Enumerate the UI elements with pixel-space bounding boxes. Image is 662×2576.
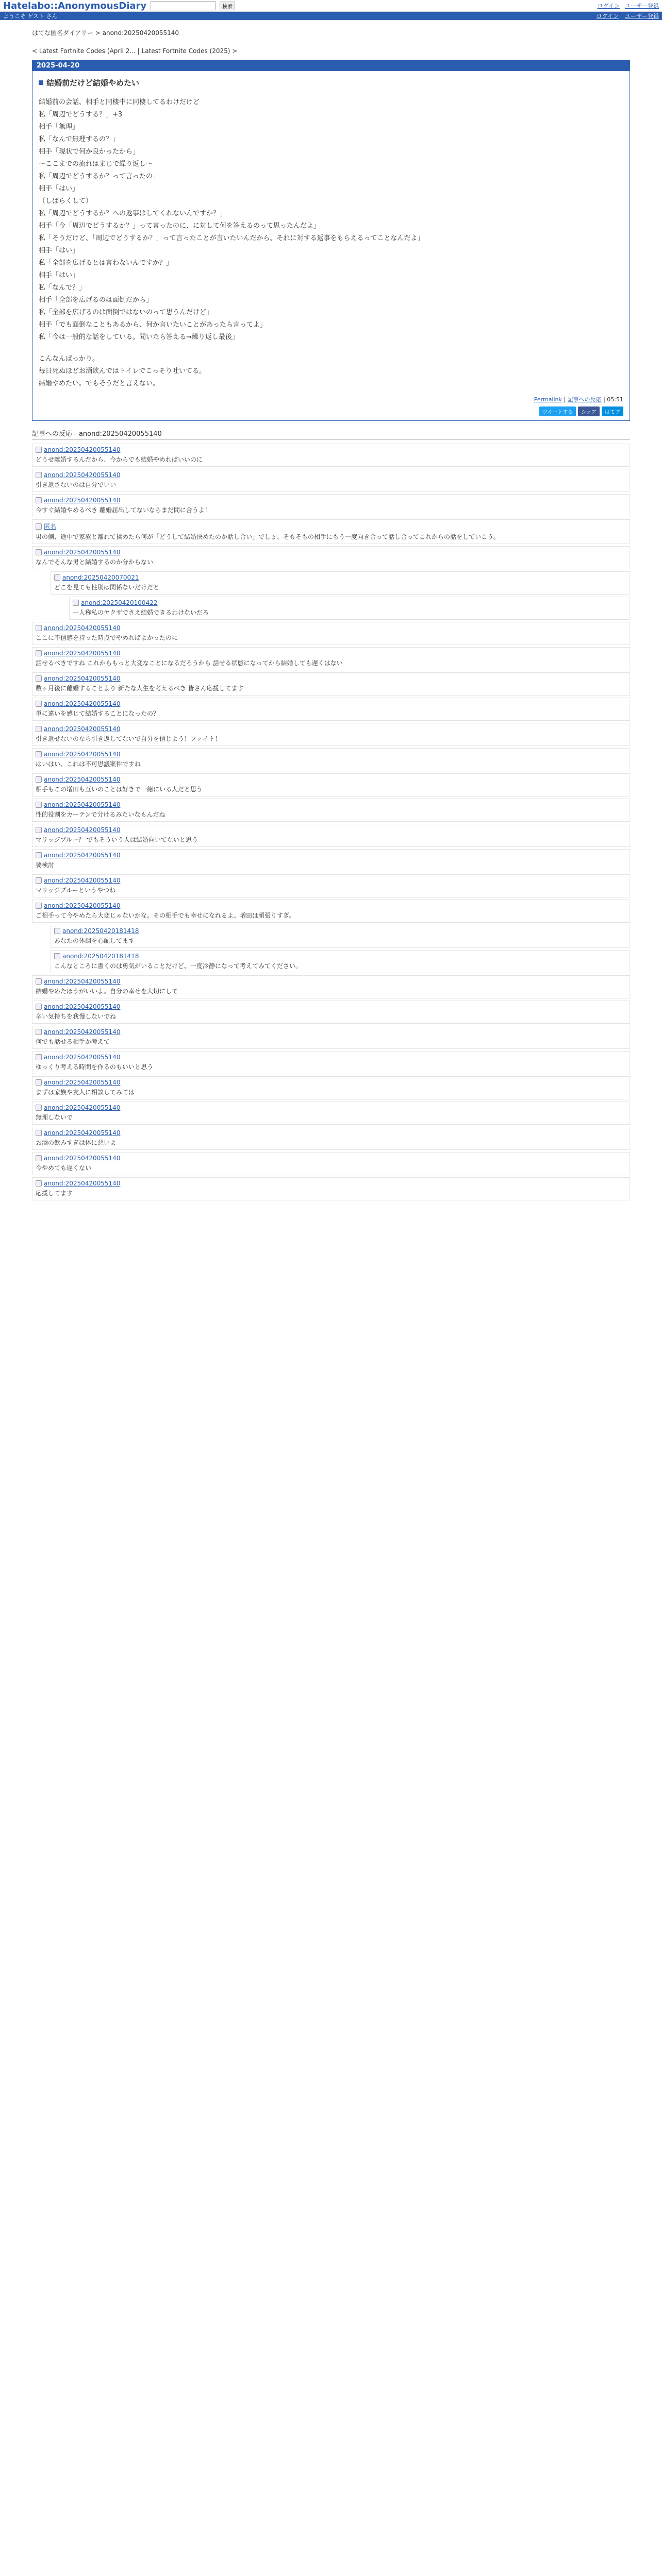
comment-header [36, 1003, 626, 1010]
comment-body: 引き返さないのは自分でいい [36, 481, 117, 488]
comment-id-link[interactable]: anond:20250420055140 [44, 725, 121, 733]
comment-icon [73, 600, 79, 606]
comment-id-link[interactable]: anond:20250420055140 [44, 1054, 121, 1061]
search-button[interactable]: 検索 [220, 2, 235, 10]
article-title[interactable] [39, 77, 623, 88]
article-footer: Permalink | 記事への反応 | 05:51 [534, 396, 623, 403]
article-body [39, 96, 623, 390]
comment-body: 数ヶ月後に離婚することより 新たな人生を考えるべき 皆さん応援してます [36, 685, 244, 692]
comment-header [36, 497, 626, 504]
article-line: 私「全部を広げるとは言わないんですか？」 [39, 259, 173, 267]
comment-item [32, 469, 630, 492]
comment-header [36, 549, 626, 556]
top-bar [0, 0, 662, 12]
comment-icon [54, 953, 60, 959]
comment-icon [36, 877, 42, 884]
comment-id-link[interactable]: anond:20250420055140 [44, 1129, 121, 1137]
comment-item [32, 1152, 630, 1175]
permalink[interactable]: Permalink [534, 396, 562, 403]
comment-id-link[interactable]: anond:20250420055140 [44, 624, 121, 632]
top-links [598, 2, 659, 10]
article-line: 私「なんで？」 [39, 284, 86, 292]
trackback-heading: 記事への反応 - anond:20250420055140 [32, 428, 630, 439]
comment-body: 今やめても遅くない [36, 1164, 92, 1172]
comment-icon [36, 447, 42, 453]
sub-login-link[interactable]: ログイン [596, 13, 619, 20]
article-line: 相手「でも面倒なこともあるから、何か言いたいことがあったら言ってよ」 [39, 321, 267, 329]
comment-id-link[interactable]: anond:20250420055140 [44, 877, 121, 884]
comment-id-link[interactable]: anond:20250420055140 [44, 471, 121, 479]
article-title-text: 結婚前だけど結婚やめたい [46, 78, 140, 88]
comment-id-link[interactable]: anond:20250420055140 [44, 1180, 121, 1187]
comment-body: ゆっくり考える時間を作るのもいいと思う [36, 1063, 153, 1071]
comment-icon [36, 852, 42, 858]
comment-icon [36, 1054, 42, 1060]
comment-icon [36, 1079, 42, 1086]
comment-id-link[interactable]: anond:20250420055140 [44, 1028, 121, 1036]
comment-id-link[interactable]: anond:20250420055140 [44, 1003, 121, 1010]
facebook-share-button[interactable]: シェア [578, 406, 600, 416]
comment-item [32, 824, 630, 847]
tweet-button[interactable]: ツイートする [539, 406, 576, 416]
comment-header [36, 471, 626, 479]
article-line: こんなんばっかり。 [39, 355, 100, 363]
article-time: 05:51 [607, 396, 623, 403]
comment-body: 単に違いを感じて結婚することになったの？ [36, 710, 160, 717]
comment-header [36, 852, 626, 859]
comment-header [73, 599, 626, 606]
comment-header [36, 978, 626, 985]
comment-icon [36, 1004, 42, 1010]
article-line: 私「周辺でどうするか？への返事はしてくれないんですか？」 [39, 210, 227, 217]
hatena-bookmark-button[interactable]: はてブ [602, 406, 623, 416]
comment-item [32, 1076, 630, 1099]
comment-id-link[interactable]: anond:20250420055140 [44, 1104, 121, 1111]
comment-header [36, 877, 626, 884]
article-line: 相手「はい」 [39, 185, 79, 193]
comment-body: マリッジブルー？ でもそういう人は結婚向いてないと思う [36, 836, 198, 843]
title-square-icon [39, 80, 43, 85]
comment-id-link[interactable]: anond:20250420070021 [62, 574, 139, 581]
article-line: 相手「はい」 [39, 247, 79, 255]
article-line: 私「なんで無理するの？」 [39, 135, 120, 143]
article-line: 相手「はい」 [39, 272, 79, 279]
comment-item [69, 597, 630, 620]
comment-icon [36, 701, 42, 707]
comment-id-link[interactable]: anond:20250420055140 [44, 902, 121, 909]
article-line: 〜ここまでの流れはまじで繰り返し〜 [39, 160, 153, 168]
comment-id-link[interactable]: anond:20250420055140 [44, 826, 121, 834]
comment-icon [36, 1130, 42, 1136]
comment-body: 応援してます [36, 1190, 73, 1197]
comment-body: ここに不信感を持った時点でやめればよかったのに [36, 634, 178, 641]
breadcrumb[interactable]: はてな匿名ダイアリー > anond:20250420055140 [32, 29, 179, 37]
comment-body: どうせ離婚するんだから、今からでも結婚やめればいいのに [36, 456, 203, 463]
comment-icon [36, 549, 42, 555]
comment-body: 性的役割をカーテンで分けるみたいなもんだね [36, 811, 166, 818]
article-line: 私「今は一般的な話をしている。聞いたら答える→繰り返し最後」 [39, 333, 239, 341]
article-line: 私「周辺でどうする？」+3 [39, 111, 123, 118]
comment-id-link[interactable]: anond:20250420055140 [44, 700, 121, 707]
comment-body: なんでそんな男と結婚するのか分からない [36, 558, 154, 566]
comment-id-link[interactable]: anond:20250420100422 [81, 599, 158, 606]
comment-icon [36, 625, 42, 631]
comment-id-link[interactable]: anond:20250420055140 [44, 751, 121, 758]
comment-id-link[interactable]: anond:20250420055140 [44, 497, 121, 504]
comment-header [36, 1104, 626, 1111]
comment-header [36, 446, 626, 453]
comment-body: 話せるべきですね これからもっと大変なことになるだろうから 話せる状態になってから結婚しても遅くはない [36, 659, 343, 667]
comment-item [32, 975, 630, 998]
comment-icon [36, 675, 42, 682]
comment-id-link[interactable]: anond:20250420055140 [44, 675, 121, 682]
comment-body: 相手もこの増田も互いのことは好きで一緒にいる人だと思う [36, 786, 203, 793]
comment-header [36, 1079, 626, 1086]
comment-icon [36, 903, 42, 909]
comment-item [32, 799, 630, 822]
comment-header [36, 826, 626, 834]
trackback-link[interactable]: 記事への反応 [567, 396, 602, 403]
comment-body: 男の側、途中で家族と離れて揉めたら何が「どうして結婚決めたのか話し合い」でしょ、そもそもの相手にもう一度向き合って話し合ってこれからの話をしていこう。 [36, 533, 500, 540]
comment-header [36, 1129, 626, 1137]
comment-id-link[interactable]: anond:20250420055140 [44, 446, 121, 453]
share-buttons [39, 406, 623, 416]
comment-item [32, 647, 630, 670]
comment-icon [54, 574, 60, 581]
comment-icon [36, 1029, 42, 1035]
comment-icon [36, 497, 42, 503]
comment-header [36, 725, 626, 733]
body-gap [39, 344, 623, 353]
comment-header [36, 776, 626, 783]
article-line: 相手「今「周辺でどうするか？」って言ったのに、に対して何を答えるのって思ったんだよ」 [39, 222, 320, 230]
welcome-text: ようこそ ゲスト さん [3, 13, 58, 20]
comment-item [51, 950, 630, 973]
comment-header [36, 1028, 626, 1036]
comment-item [32, 546, 630, 569]
comment-icon [54, 928, 60, 934]
comment-body: あなたの体調を心配してます [54, 937, 135, 944]
main-content [0, 20, 662, 1200]
comment-header [54, 574, 626, 581]
comment-id-link[interactable]: anond:20250420181418 [62, 953, 139, 960]
comment-header [54, 953, 626, 960]
comment-header [36, 1155, 626, 1162]
comment-header [36, 801, 626, 808]
comment-body: お酒の飲みすぎは体に悪いよ [36, 1139, 117, 1146]
comment-body: まずは家族や友人に相談してみては [36, 1089, 135, 1096]
comment-icon [36, 472, 42, 478]
comment-icon [36, 751, 42, 757]
comment-body: どこを見ても性別は関係ないだけだと [54, 584, 160, 591]
comment-id-link[interactable]: anond:20250420055140 [44, 1155, 121, 1162]
comment-icon [36, 650, 42, 656]
comment-item [32, 1101, 630, 1125]
comment-item [32, 1177, 630, 1200]
comment-body: はいはい、これは不可思議案件ですね [36, 760, 141, 768]
comment-item [32, 1051, 630, 1074]
article-line: 結婚やめたい。でもそうだと言えない。 [39, 380, 160, 387]
site-logo[interactable]: Hatelabo::AnonymousDiary [3, 0, 147, 11]
article-line: 相手「現状で何か良かったから」 [39, 148, 140, 156]
comment-icon [36, 726, 42, 732]
comment-item [32, 1001, 630, 1024]
comment-id-link[interactable]: 匿名 [44, 523, 57, 530]
comment-id-link[interactable]: anond:20250420055140 [44, 978, 121, 985]
comment-body: ご相手って今やめたら大変じゃないかな。その相手でも幸せになれるよ。増田は頑張りすぎ。 [36, 912, 295, 919]
comment-id-link[interactable]: anond:20250420055140 [44, 650, 121, 657]
article-card [32, 60, 630, 421]
comment-item [32, 519, 630, 544]
login-link[interactable]: ログイン [597, 3, 620, 9]
article-line: 私「そうだけど、「周辺でどうするか？」って言ったことが言いたいんだから、それに対する返事をもらえるってことなんだよ」 [39, 234, 424, 242]
comment-item [32, 874, 630, 897]
comment-icon [36, 827, 42, 833]
comment-body: 今すぐ結婚やめるべき 離婚届出してないならまだ間に合うよ！ [36, 506, 211, 514]
comment-item [32, 494, 630, 517]
comment-icon [36, 1105, 42, 1111]
comment-id-link[interactable]: anond:20250420055140 [44, 549, 121, 556]
sub-bar [0, 12, 662, 20]
comment-item [32, 748, 630, 771]
comment-icon [36, 978, 42, 985]
comment-item [51, 925, 630, 948]
comment-item [32, 1127, 630, 1150]
comment-item [32, 622, 630, 645]
comment-header [36, 1180, 626, 1187]
comment-body: 結婚やめたほうがいいよ。自分の幸せを大切にして [36, 988, 178, 995]
comment-header [36, 650, 626, 657]
comment-id-link[interactable]: anond:20250420055140 [44, 852, 121, 859]
article-line: 私「全部を広げるのは面倒ではないのって思うんだけど」 [39, 309, 213, 316]
comment-header [36, 751, 626, 758]
comment-body: 一人称私のヤクザでさえ結婚できるわけないだろ [73, 609, 209, 616]
article-line: 相手「全部を広げるのは面倒だから」 [39, 296, 153, 304]
comment-item [32, 698, 630, 721]
comment-body: 引き返せないのなら引き返してないで自分を信じよう！ファイト！ [36, 735, 221, 742]
comment-header [36, 902, 626, 909]
article-line: 毎日死ぬほどお酒飲んではトイレでこっそり吐いてる。 [39, 367, 206, 375]
comment-body: 要検討 [36, 861, 55, 869]
comment-item [32, 900, 630, 923]
comment-item [32, 773, 630, 796]
article-line: 私「周辺でどうするか？って言ったの」 [39, 173, 160, 180]
comment-item [51, 571, 630, 595]
comment-header [36, 675, 626, 682]
sub-register-link[interactable]: ユーザー登録 [625, 13, 659, 20]
comment-item [32, 723, 630, 746]
comment-item [32, 1026, 630, 1049]
comment-id-link[interactable]: anond:20250420055140 [44, 1079, 121, 1086]
comment-body: 無理しないで [36, 1114, 73, 1121]
comment-header [36, 522, 626, 531]
comment-icon [36, 1180, 42, 1187]
comment-item [32, 849, 630, 872]
comment-header [36, 1054, 626, 1061]
comment-icon [36, 523, 42, 530]
article-line: 結婚前の会話、相手と同棲中に同棲してるわけだけど [39, 98, 200, 106]
comment-body: 辛い気持ちを我慢しないでね [36, 1013, 117, 1020]
search-input[interactable] [151, 1, 216, 10]
comment-item [32, 444, 630, 467]
article-date: 2025-04-20 [32, 60, 630, 71]
comment-item [32, 672, 630, 696]
article-line: 相手「無理」 [39, 123, 79, 131]
comment-body: こんなところに書くのは勇気がいることだけど、一度冷静になって考えてみてください。 [54, 962, 302, 970]
comment-id-link[interactable]: anond:20250420055140 [44, 801, 121, 808]
comment-id-link[interactable]: anond:20250420055140 [44, 776, 121, 783]
article-pager[interactable]: < Latest Fortnite Codes (April 2... | Latest Fortnite Codes (2025) > [32, 47, 238, 55]
register-link[interactable]: ユーザー登録 [625, 3, 659, 9]
comment-icon [36, 776, 42, 783]
comment-id-link[interactable]: anond:20250420181418 [62, 927, 139, 935]
comment-body: マリッジブルーというやつね [36, 887, 116, 894]
comment-list [32, 444, 630, 1200]
comment-header [36, 700, 626, 707]
comment-icon [36, 802, 42, 808]
article-line: （しばらくして） [39, 197, 93, 205]
comment-icon [36, 1155, 42, 1161]
comment-body: 何でも話せる相手か考えて [36, 1038, 110, 1045]
comment-header [36, 624, 626, 632]
comment-header [54, 927, 626, 935]
